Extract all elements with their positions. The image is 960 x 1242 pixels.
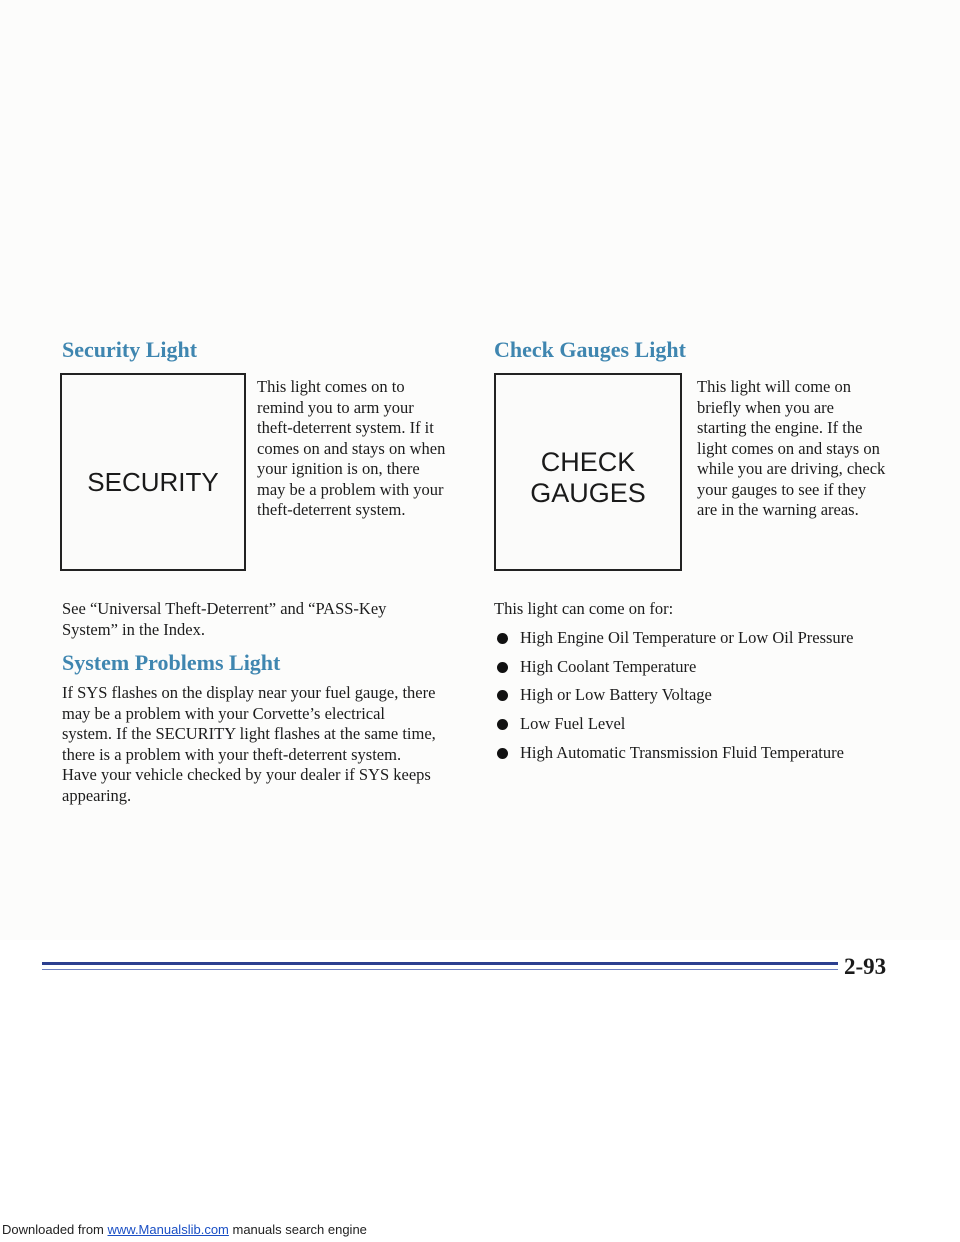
list-item xyxy=(494,681,854,710)
footer-suffix: manuals search engine xyxy=(228,1222,367,1237)
list-item-text: High Automatic Transmission Fluid Temperature xyxy=(520,742,844,762)
text-line: Have your vehicle checked by your dealer if SYS keeps xyxy=(62,765,431,784)
text-line: system. If the SECURITY light flashes at the same time, xyxy=(62,724,436,743)
text-line: starting the engine. If the xyxy=(697,418,863,437)
security-indicator-box xyxy=(60,373,246,571)
text-line: briefly when you are xyxy=(697,397,834,417)
text-line: may be a problem with your xyxy=(257,479,444,499)
text-line: comes on and stays on when xyxy=(257,438,446,458)
indicator-line: CHECK xyxy=(540,447,636,477)
security-description xyxy=(257,377,445,521)
system-problems-body xyxy=(62,683,436,806)
footer-prefix: Downloaded from xyxy=(2,1222,108,1237)
text-line: while you are driving, check xyxy=(697,459,886,478)
check-gauges-description xyxy=(697,377,885,521)
security-see-also xyxy=(62,599,386,640)
bullet-icon xyxy=(497,662,508,673)
text-line: If SYS flashes on the display near your fuel gauge, there xyxy=(62,683,436,702)
security-indicator-label: SECURITY xyxy=(87,467,219,497)
security-light-heading: Security Light xyxy=(62,337,198,362)
bullet-icon xyxy=(497,748,508,759)
bullet-icon xyxy=(497,690,508,701)
list-item xyxy=(494,710,854,739)
text-line: your ignition is on, there xyxy=(257,459,420,478)
text-line: See “Universal Theft-Deterrent” and “PASS-Key xyxy=(62,599,387,618)
check-gauges-intro: This light can come on for: xyxy=(494,599,674,618)
text-line: This light will come on xyxy=(697,377,851,396)
check-gauges-indicator-box xyxy=(494,373,682,571)
footer-rule-thin xyxy=(42,969,838,970)
list-item xyxy=(494,653,854,682)
list-item xyxy=(494,624,854,653)
bullet-icon xyxy=(497,633,508,644)
text-line: remind you to arm your xyxy=(257,397,414,417)
list-item-text: High Engine Oil Temperature or Low Oil Pressure xyxy=(520,628,854,647)
list-item-text: High or Low Battery Voltage xyxy=(520,685,712,705)
page-number: 2-93 xyxy=(844,954,887,979)
check-gauges-indicator-label xyxy=(496,447,680,509)
system-problems-heading: System Problems Light xyxy=(62,650,281,675)
text-line: appearing. xyxy=(62,785,132,805)
download-footer xyxy=(2,1222,367,1237)
text-line: there is a problem with your theft-deterrent system. xyxy=(62,744,402,764)
text-line: are in the warning areas. xyxy=(697,500,859,519)
bullet-icon xyxy=(497,719,508,730)
text-line: System” in the Index. xyxy=(62,619,205,639)
text-line: This light comes on to xyxy=(257,377,405,396)
list-item-text: High Coolant Temperature xyxy=(520,656,697,676)
list-item xyxy=(494,739,854,768)
conditions-list xyxy=(494,624,854,767)
footer-rule-thick xyxy=(42,962,838,965)
text-line: your gauges to see if they xyxy=(697,479,867,499)
list-item-text: Low Fuel Level xyxy=(520,714,626,734)
text-line: may be a problem with your Corvette’s electrical xyxy=(62,703,386,723)
text-line: theft-deterrent system. xyxy=(257,500,406,519)
text-line: theft-deterrent system. If it xyxy=(257,418,434,437)
text-line: light comes on and stays on xyxy=(697,438,880,458)
manualslib-link[interactable]: www.Manualslib.com xyxy=(107,1222,229,1237)
check-gauges-heading: Check Gauges Light xyxy=(494,337,686,362)
indicator-line: GAUGES xyxy=(530,478,646,508)
